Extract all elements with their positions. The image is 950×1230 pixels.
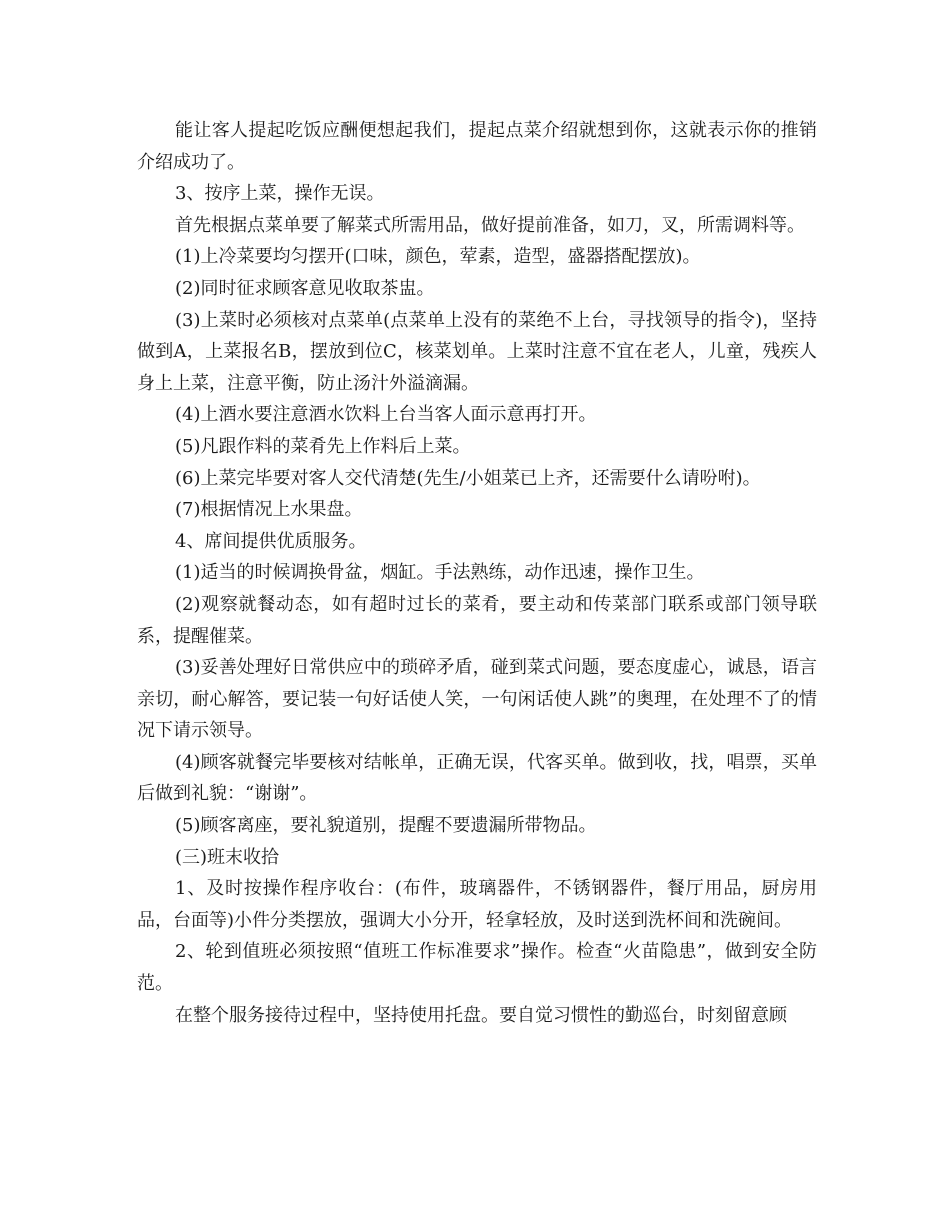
- section-heading: (三)班末收拾: [175, 846, 280, 868]
- list-item: 1、及时按操作程序收台：(布件，玻璃器件，不锈钢器件，餐厅用品，厨房用品，台面等)小件分类摆放，强调大小分开，轻拿轻放，及时送到洗杯间和洗碗间。: [137, 878, 817, 931]
- list-item: (7)根据情况上水果盘。: [175, 499, 363, 521]
- paragraph: 首先根据点菜单要了解菜式所需用品，做好提前准备，如刀，叉，所需调料等。: [175, 214, 805, 236]
- list-item: (4)上酒水要注意酒水饮料上台当客人面示意再打开。: [175, 404, 597, 426]
- list-item: (2)同时征求顾客意见收取茶盅。: [175, 277, 435, 299]
- list-item: (1)上冷菜要均匀摆开(口味，颜色，荤素，造型，盛器搭配摆放)。: [175, 246, 701, 268]
- list-item: (5)顾客离座，要礼貌道别，提醒不要遗漏所带物品。: [175, 815, 597, 837]
- list-item: (4)顾客就餐完毕要核对结帐单，正确无误，代客买单。做到收，找，唱票，买单后做到礼貌：“谢谢”。: [137, 751, 817, 805]
- list-item: (5)凡跟作料的菜肴先上作料后上菜。: [175, 435, 471, 457]
- paragraph: 在整个服务接待过程中，坚持使用托盘。要自觉习惯性的勤巡台，时刻留意顾: [175, 1004, 787, 1026]
- section-heading: 4、席间提供优质服务。: [175, 530, 367, 552]
- document-body: [137, 115, 817, 1031]
- list-item: (6)上菜完毕要对客人交代清楚(先生/小姐菜已上齐，还需要什么请吩咐)。: [175, 467, 761, 489]
- list-item: (3)上菜时必须核对点菜单(点菜单上没有的菜绝不上台，寻找领导的指令)，坚持做到A，上菜报名B，摆放到位C，核菜划单。上菜时注意不宜在老人，儿童，残疾人身上上菜，注意平衡，防止汤汁外溢滴漏。: [137, 309, 817, 394]
- section-heading: 3、按序上菜，操作无误。: [175, 183, 385, 205]
- list-item: 2、轮到值班必须按照“值班工作标准要求”操作。检查“火苗隐患”，做到安全防范。: [137, 941, 817, 995]
- list-item: (3)妥善处理好日常供应中的琐碎矛盾，碰到菜式问题，要态度虚心，诚恳，语言亲切，耐心解答，要记装一句好话使人笑，一句闲话使人跳”的奥理，在处理不了的情况下请示领导。: [137, 657, 817, 742]
- list-item: (2)观察就餐动态，如有超时过长的菜肴，要主动和传菜部门联系或部门领导联系，提醒催菜。: [137, 593, 817, 647]
- paragraph: 能让客人提起吃饭应酬便想起我们，提起点菜介绍就想到你，这就表示你的推销介绍成功了。: [137, 120, 817, 173]
- list-item: (1)适当的时候调换骨盆，烟缸。手法熟练，动作迅速，操作卫生。: [175, 562, 705, 584]
